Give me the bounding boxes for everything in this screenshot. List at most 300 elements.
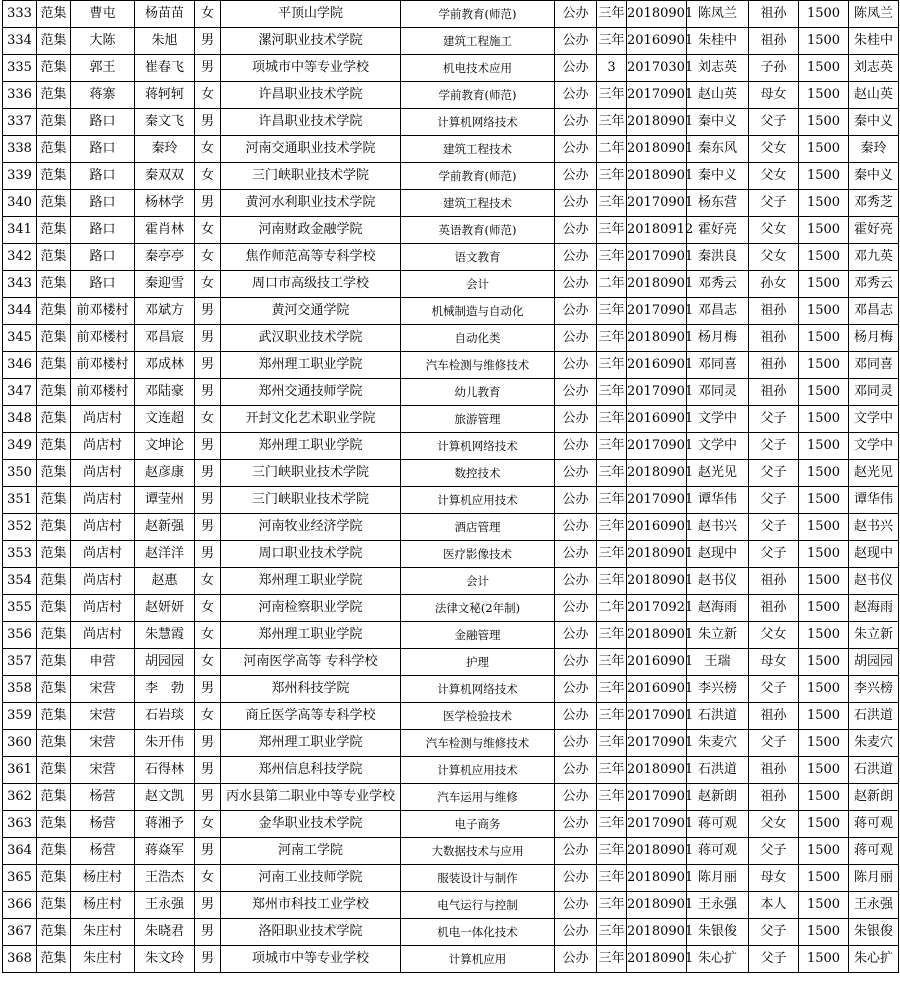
- cell-duration: 三年: [597, 460, 627, 487]
- cell-row-number: 337: [3, 109, 37, 136]
- cell-school-type: 公办: [555, 190, 597, 217]
- cell-gender: 男: [195, 838, 221, 865]
- cell-student-name: 王浩杰: [135, 865, 195, 892]
- cell-village: 路口: [71, 163, 135, 190]
- cell-row-number: 356: [3, 622, 37, 649]
- cell-school-type: 公办: [555, 568, 597, 595]
- cell-amount: 1500: [799, 136, 849, 163]
- cell-major: 服装设计与制作: [401, 865, 555, 892]
- cell-enroll-date: 20180901: [627, 757, 687, 784]
- cell-major: 酒店管理: [401, 514, 555, 541]
- cell-enroll-date: 20180901: [627, 163, 687, 190]
- cell-village: 蒋寨: [71, 82, 135, 109]
- cell-enroll-date: 20160901: [627, 28, 687, 55]
- cell-school-type: 公办: [555, 298, 597, 325]
- cell-gender: 男: [195, 514, 221, 541]
- table-row: [3, 244, 899, 271]
- cell-recipient: 陈凤兰: [849, 1, 899, 28]
- cell-relation: 父子: [749, 730, 799, 757]
- cell-guardian: 朱心扩: [687, 946, 749, 973]
- cell-student-name: 朱开伟: [135, 730, 195, 757]
- cell-major: 机电技术应用: [401, 55, 555, 82]
- cell-student-name: 杨林学: [135, 190, 195, 217]
- cell-school-type: 公办: [555, 1, 597, 28]
- cell-row-number: 355: [3, 595, 37, 622]
- cell-recipient: 秦中义: [849, 163, 899, 190]
- cell-student-name: 蒋湘予: [135, 811, 195, 838]
- cell-guardian: 邓同喜: [687, 352, 749, 379]
- cell-row-number: 368: [3, 946, 37, 973]
- cell-school: 郑州市科技工业学校: [221, 892, 401, 919]
- table-row: [3, 838, 899, 865]
- cell-recipient: 朱麦穴: [849, 730, 899, 757]
- cell-student-name: 秦双双: [135, 163, 195, 190]
- table-row: [3, 703, 899, 730]
- cell-row-number: 353: [3, 541, 37, 568]
- cell-recipient: 赵新朗: [849, 784, 899, 811]
- cell-major: 计算机应用技术: [401, 757, 555, 784]
- cell-student-name: 杨苗苗: [135, 1, 195, 28]
- cell-school: 黄河水利职业技术学院: [221, 190, 401, 217]
- cell-row-number: 365: [3, 865, 37, 892]
- cell-guardian: 王瑞: [687, 649, 749, 676]
- cell-relation: 父子: [749, 946, 799, 973]
- cell-town: 范集: [37, 460, 71, 487]
- cell-duration: 三年: [597, 622, 627, 649]
- cell-major: 建筑工程施工: [401, 28, 555, 55]
- cell-duration: 三年: [597, 568, 627, 595]
- cell-town: 范集: [37, 217, 71, 244]
- cell-town: 范集: [37, 514, 71, 541]
- cell-relation: 父子: [749, 838, 799, 865]
- cell-school-type: 公办: [555, 892, 597, 919]
- cell-relation: 祖孙: [749, 703, 799, 730]
- table-row: [3, 271, 899, 298]
- cell-major: 语文教育: [401, 244, 555, 271]
- cell-row-number: 357: [3, 649, 37, 676]
- cell-guardian: 赵现中: [687, 541, 749, 568]
- cell-relation: 父子: [749, 514, 799, 541]
- cell-school-type: 公办: [555, 433, 597, 460]
- cell-school-type: 公办: [555, 703, 597, 730]
- cell-school-type: 公办: [555, 325, 597, 352]
- cell-gender: 男: [195, 946, 221, 973]
- cell-enroll-date: 20170901: [627, 730, 687, 757]
- cell-amount: 1500: [799, 541, 849, 568]
- cell-student-name: 赵新强: [135, 514, 195, 541]
- cell-village: 宋营: [71, 676, 135, 703]
- cell-school-type: 公办: [555, 28, 597, 55]
- cell-student-name: 文坤论: [135, 433, 195, 460]
- cell-relation: 祖孙: [749, 784, 799, 811]
- cell-gender: 男: [195, 487, 221, 514]
- cell-relation: 孙女: [749, 271, 799, 298]
- cell-row-number: 364: [3, 838, 37, 865]
- cell-recipient: 赵现中: [849, 541, 899, 568]
- cell-major: 汽车检测与维修技术: [401, 730, 555, 757]
- cell-recipient: 陈月丽: [849, 865, 899, 892]
- cell-row-number: 367: [3, 919, 37, 946]
- cell-major: 金融管理: [401, 622, 555, 649]
- cell-enroll-date: 20180901: [627, 919, 687, 946]
- cell-gender: 女: [195, 1, 221, 28]
- cell-enroll-date: 20160901: [627, 649, 687, 676]
- table-row: [3, 325, 899, 352]
- student-aid-table: [2, 0, 899, 973]
- cell-major: 大数据技术与应用: [401, 838, 555, 865]
- table-row: [3, 82, 899, 109]
- cell-village: 路口: [71, 217, 135, 244]
- cell-village: 郭王: [71, 55, 135, 82]
- cell-major: 汽车运用与维修: [401, 784, 555, 811]
- cell-relation: 祖孙: [749, 1, 799, 28]
- cell-enroll-date: 20160901: [627, 406, 687, 433]
- cell-duration: 三年: [597, 514, 627, 541]
- cell-town: 范集: [37, 892, 71, 919]
- table-row: [3, 784, 899, 811]
- cell-amount: 1500: [799, 406, 849, 433]
- cell-town: 范集: [37, 271, 71, 298]
- cell-duration: 三年: [597, 379, 627, 406]
- table-row: [3, 460, 899, 487]
- cell-guardian: 谭华伟: [687, 487, 749, 514]
- cell-school: 郑州理工职业学院: [221, 622, 401, 649]
- cell-row-number: 347: [3, 379, 37, 406]
- cell-village: 路口: [71, 244, 135, 271]
- cell-village: 尚店村: [71, 622, 135, 649]
- cell-school-type: 公办: [555, 406, 597, 433]
- table-row: [3, 811, 899, 838]
- cell-row-number: 359: [3, 703, 37, 730]
- cell-recipient: 刘志英: [849, 55, 899, 82]
- cell-student-name: 邓斌方: [135, 298, 195, 325]
- cell-gender: 男: [195, 298, 221, 325]
- cell-relation: 父子: [749, 109, 799, 136]
- cell-major: 建筑工程技术: [401, 136, 555, 163]
- cell-duration: 三年: [597, 865, 627, 892]
- cell-school: 河南医学高等 专科学校: [221, 649, 401, 676]
- cell-guardian: 赵山英: [687, 82, 749, 109]
- cell-amount: 1500: [799, 595, 849, 622]
- table-row: [3, 541, 899, 568]
- table-row: [3, 676, 899, 703]
- cell-enroll-date: 20180901: [627, 1, 687, 28]
- cell-row-number: 363: [3, 811, 37, 838]
- cell-town: 范集: [37, 595, 71, 622]
- cell-town: 范集: [37, 82, 71, 109]
- cell-duration: 三年: [597, 757, 627, 784]
- cell-recipient: 赵书兴: [849, 514, 899, 541]
- cell-village: 路口: [71, 136, 135, 163]
- cell-relation: 父子: [749, 919, 799, 946]
- cell-town: 范集: [37, 433, 71, 460]
- cell-village: 前邓楼村: [71, 379, 135, 406]
- cell-school-type: 公办: [555, 271, 597, 298]
- cell-enroll-date: 20160901: [627, 676, 687, 703]
- cell-row-number: 344: [3, 298, 37, 325]
- cell-student-name: 王永强: [135, 892, 195, 919]
- cell-guardian: 王永强: [687, 892, 749, 919]
- cell-guardian: 蒋可观: [687, 838, 749, 865]
- cell-school: 郑州理工职业学院: [221, 352, 401, 379]
- cell-duration: 三年: [597, 352, 627, 379]
- cell-gender: 男: [195, 757, 221, 784]
- cell-amount: 1500: [799, 325, 849, 352]
- cell-duration: 三年: [597, 811, 627, 838]
- cell-relation: 父子: [749, 406, 799, 433]
- cell-major: 计算机应用: [401, 946, 555, 973]
- table-row: [3, 28, 899, 55]
- cell-major: 医疗影像技术: [401, 541, 555, 568]
- cell-duration: 三年: [597, 1, 627, 28]
- cell-recipient: 谭华伟: [849, 487, 899, 514]
- cell-duration: 三年: [597, 298, 627, 325]
- cell-school: 郑州理工职业学院: [221, 568, 401, 595]
- cell-gender: 男: [195, 352, 221, 379]
- cell-recipient: 秦玲: [849, 136, 899, 163]
- cell-guardian: 陈凤兰: [687, 1, 749, 28]
- cell-student-name: 朱旭: [135, 28, 195, 55]
- cell-village: 尚店村: [71, 541, 135, 568]
- cell-gender: 女: [195, 82, 221, 109]
- cell-major: 计算机网络技术: [401, 676, 555, 703]
- cell-town: 范集: [37, 838, 71, 865]
- cell-village: 杨营: [71, 784, 135, 811]
- cell-village: 尚店村: [71, 487, 135, 514]
- cell-school: 许昌职业技术学院: [221, 82, 401, 109]
- cell-amount: 1500: [799, 946, 849, 973]
- cell-relation: 父女: [749, 622, 799, 649]
- cell-enroll-date: 20180901: [627, 325, 687, 352]
- cell-school: 三门峡职业技术学院: [221, 163, 401, 190]
- cell-duration: 三年: [597, 190, 627, 217]
- cell-town: 范集: [37, 568, 71, 595]
- cell-enroll-date: 20180901: [627, 568, 687, 595]
- cell-relation: 父子: [749, 190, 799, 217]
- cell-amount: 1500: [799, 649, 849, 676]
- cell-relation: 母女: [749, 865, 799, 892]
- cell-amount: 1500: [799, 811, 849, 838]
- cell-guardian: 李兴榜: [687, 676, 749, 703]
- cell-row-number: 342: [3, 244, 37, 271]
- cell-relation: 祖孙: [749, 757, 799, 784]
- cell-student-name: 赵彦康: [135, 460, 195, 487]
- cell-gender: 女: [195, 406, 221, 433]
- cell-major: 旅游管理: [401, 406, 555, 433]
- table-row: [3, 730, 899, 757]
- cell-guardian: 邓昌志: [687, 298, 749, 325]
- cell-student-name: 朱文玲: [135, 946, 195, 973]
- cell-school-type: 公办: [555, 379, 597, 406]
- table-row: [3, 136, 899, 163]
- cell-school-type: 公办: [555, 946, 597, 973]
- cell-enroll-date: 20180901: [627, 865, 687, 892]
- cell-school: 郑州理工职业学院: [221, 730, 401, 757]
- cell-enroll-date: 20170901: [627, 244, 687, 271]
- cell-amount: 1500: [799, 730, 849, 757]
- cell-gender: 女: [195, 649, 221, 676]
- cell-recipient: 蒋可观: [849, 838, 899, 865]
- cell-village: 尚店村: [71, 406, 135, 433]
- cell-relation: 母女: [749, 649, 799, 676]
- cell-gender: 男: [195, 325, 221, 352]
- cell-gender: 男: [195, 919, 221, 946]
- cell-row-number: 333: [3, 1, 37, 28]
- cell-enroll-date: 20180901: [627, 136, 687, 163]
- cell-row-number: 352: [3, 514, 37, 541]
- cell-duration: 三年: [597, 838, 627, 865]
- cell-school: 许昌职业技术学院: [221, 109, 401, 136]
- cell-recipient: 杨月梅: [849, 325, 899, 352]
- cell-duration: 3: [597, 55, 627, 82]
- cell-enroll-date: 20170901: [627, 190, 687, 217]
- cell-gender: 女: [195, 568, 221, 595]
- cell-relation: 本人: [749, 892, 799, 919]
- table-row: [3, 406, 899, 433]
- cell-amount: 1500: [799, 352, 849, 379]
- cell-gender: 女: [195, 217, 221, 244]
- cell-amount: 1500: [799, 757, 849, 784]
- cell-school: 项城市中等专业学校: [221, 946, 401, 973]
- cell-row-number: 354: [3, 568, 37, 595]
- cell-row-number: 350: [3, 460, 37, 487]
- cell-student-name: 谭莹州: [135, 487, 195, 514]
- cell-school-type: 公办: [555, 757, 597, 784]
- cell-guardian: 邓秀云: [687, 271, 749, 298]
- table-row: [3, 55, 899, 82]
- cell-amount: 1500: [799, 298, 849, 325]
- cell-amount: 1500: [799, 244, 849, 271]
- cell-town: 范集: [37, 28, 71, 55]
- cell-school-type: 公办: [555, 244, 597, 271]
- cell-amount: 1500: [799, 703, 849, 730]
- cell-school-type: 公办: [555, 82, 597, 109]
- cell-village: 前邓楼村: [71, 298, 135, 325]
- cell-amount: 1500: [799, 676, 849, 703]
- cell-village: 路口: [71, 109, 135, 136]
- cell-student-name: 崔春飞: [135, 55, 195, 82]
- cell-duration: 三年: [597, 730, 627, 757]
- cell-duration: 三年: [597, 946, 627, 973]
- cell-major: 自动化类: [401, 325, 555, 352]
- cell-major: 电子商务: [401, 811, 555, 838]
- cell-relation: 父女: [749, 136, 799, 163]
- cell-school-type: 公办: [555, 163, 597, 190]
- cell-village: 杨庄村: [71, 892, 135, 919]
- cell-row-number: 362: [3, 784, 37, 811]
- cell-student-name: 霍肖林: [135, 217, 195, 244]
- cell-school-type: 公办: [555, 541, 597, 568]
- cell-relation: 母女: [749, 82, 799, 109]
- cell-student-name: 朱慧霞: [135, 622, 195, 649]
- table-row: [3, 892, 899, 919]
- table-row: [3, 757, 899, 784]
- cell-duration: 二年: [597, 271, 627, 298]
- cell-town: 范集: [37, 190, 71, 217]
- cell-school: 三门峡职业技术学院: [221, 460, 401, 487]
- cell-school-type: 公办: [555, 487, 597, 514]
- cell-row-number: 345: [3, 325, 37, 352]
- cell-gender: 男: [195, 28, 221, 55]
- cell-town: 范集: [37, 325, 71, 352]
- cell-gender: 女: [195, 271, 221, 298]
- cell-school-type: 公办: [555, 838, 597, 865]
- cell-gender: 男: [195, 460, 221, 487]
- cell-guardian: 蒋可观: [687, 811, 749, 838]
- cell-major: 会计: [401, 568, 555, 595]
- table-row: [3, 1, 899, 28]
- cell-major: 电气运行与控制: [401, 892, 555, 919]
- cell-enroll-date: 20180901: [627, 838, 687, 865]
- cell-school: 周口职业技术学院: [221, 541, 401, 568]
- cell-major: 护理: [401, 649, 555, 676]
- cell-town: 范集: [37, 946, 71, 973]
- cell-major: 机械制造与自动化: [401, 298, 555, 325]
- table-row: [3, 487, 899, 514]
- cell-row-number: 358: [3, 676, 37, 703]
- cell-relation: 子孙: [749, 55, 799, 82]
- cell-village: 路口: [71, 190, 135, 217]
- cell-row-number: 336: [3, 82, 37, 109]
- cell-row-number: 361: [3, 757, 37, 784]
- cell-school: 郑州信息科技学院: [221, 757, 401, 784]
- cell-amount: 1500: [799, 460, 849, 487]
- cell-guardian: 石洪道: [687, 703, 749, 730]
- cell-school: 金华职业技术学院: [221, 811, 401, 838]
- cell-row-number: 334: [3, 28, 37, 55]
- cell-village: 前邓楼村: [71, 352, 135, 379]
- cell-major: 幼儿教育: [401, 379, 555, 406]
- cell-guardian: 秦洪良: [687, 244, 749, 271]
- cell-student-name: 文连超: [135, 406, 195, 433]
- cell-student-name: 赵妍妍: [135, 595, 195, 622]
- cell-recipient: 文学中: [849, 433, 899, 460]
- cell-gender: 女: [195, 622, 221, 649]
- table-row: [3, 217, 899, 244]
- table-row: [3, 865, 899, 892]
- cell-guardian: 赵书兴: [687, 514, 749, 541]
- cell-recipient: 邓九英: [849, 244, 899, 271]
- cell-duration: 三年: [597, 703, 627, 730]
- cell-duration: 三年: [597, 541, 627, 568]
- cell-enroll-date: 20170901: [627, 298, 687, 325]
- cell-gender: 男: [195, 541, 221, 568]
- cell-school-type: 公办: [555, 865, 597, 892]
- cell-village: 尚店村: [71, 460, 135, 487]
- cell-row-number: 346: [3, 352, 37, 379]
- cell-row-number: 341: [3, 217, 37, 244]
- cell-row-number: 351: [3, 487, 37, 514]
- table-row: [3, 514, 899, 541]
- table-body: [3, 1, 899, 973]
- cell-school: 武汉职业技术学院: [221, 325, 401, 352]
- cell-town: 范集: [37, 919, 71, 946]
- cell-school-type: 公办: [555, 514, 597, 541]
- cell-school-type: 公办: [555, 595, 597, 622]
- cell-gender: 女: [195, 244, 221, 271]
- cell-gender: 男: [195, 676, 221, 703]
- cell-enroll-date: 20170901: [627, 487, 687, 514]
- cell-town: 范集: [37, 109, 71, 136]
- cell-enroll-date: 20170901: [627, 433, 687, 460]
- cell-village: 尚店村: [71, 433, 135, 460]
- cell-guardian: 赵光见: [687, 460, 749, 487]
- cell-village: 尚店村: [71, 514, 135, 541]
- cell-duration: 三年: [597, 487, 627, 514]
- cell-school: 焦作师范高等专科学校: [221, 244, 401, 271]
- cell-village: 曹屯: [71, 1, 135, 28]
- cell-enroll-date: 20170921: [627, 595, 687, 622]
